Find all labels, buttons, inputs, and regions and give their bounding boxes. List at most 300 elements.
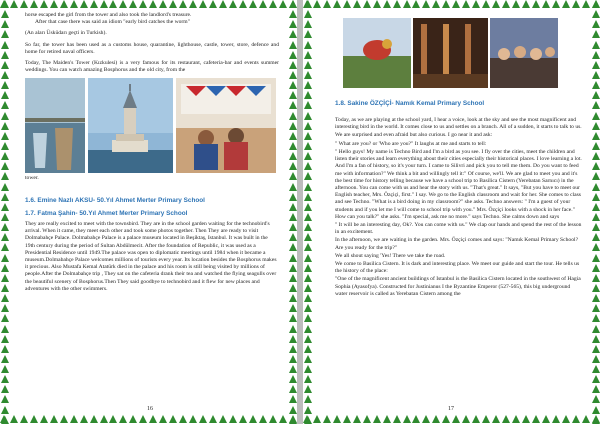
tree-icon <box>129 0 137 8</box>
photo-group <box>490 18 558 88</box>
tree-icon <box>289 193 297 201</box>
tree-border-right <box>288 0 297 424</box>
tree-icon <box>289 203 297 211</box>
tree-icon <box>289 365 297 373</box>
tree-icon <box>592 193 600 201</box>
tree-icon <box>189 415 197 423</box>
tree-icon <box>109 0 117 8</box>
tree-icon <box>80 0 88 8</box>
tree-icon <box>80 415 88 423</box>
photo-bird <box>343 18 411 88</box>
body-text: They are really excited to meet with the townsbird. They are in the school garden waiting for the technobird's arrival. When it came, they meet each other and took some photos together. Then They are ready to visit Dolmabahçe Palace. Dolmabahçe Palace is a palace museum located in Beşiktaş, Istanbul. It was built in the 19th century during the period of Sultan Abdülmecit. After the foundation of Republic, it was used as a Presidential Residence until 1949.The palace was open to diplomatic meetings until 1984 when it became a museum.Dolmabahçe Palace welcomes millions of tourists every year. Its location besides the Bosphorus makes it precious. Also Mustafa Kemal Atatürk died in the palace and his room is still being visited by millions of people.After the Dolmabahçe trip , They sat on the cafeteria drank their tea and watched the flying seagulls over the beautiful scenery of Bosphorus.Then They said goodbye to technobird and it flew for new places and adventures with the other swimmers. <box>25 221 277 292</box>
tree-icon <box>373 0 381 8</box>
tree-icon <box>304 20 312 28</box>
tree-icon <box>100 0 108 8</box>
tree-icon <box>592 406 600 414</box>
tree-icon <box>592 243 600 251</box>
paragraph: horse escaped the girl from the tower and also took the landlord's treasure. <box>25 12 192 18</box>
tree-icon <box>592 223 600 231</box>
tree-icon <box>592 0 600 8</box>
tree-icon <box>1 406 9 414</box>
tree-icon <box>304 0 312 8</box>
tree-icon <box>592 81 600 89</box>
tree-icon <box>592 162 600 170</box>
tree-icon <box>492 0 500 8</box>
tree-icon <box>592 10 600 18</box>
tree-icon <box>304 172 312 180</box>
body-text: " What are you? or 'Who are you?" It laughs at me and starts to tell: <box>335 140 487 147</box>
tree-icon <box>289 325 297 333</box>
tree-icon <box>149 415 157 423</box>
tree-icon <box>542 0 550 8</box>
tree-icon <box>304 355 312 363</box>
tree-icon <box>333 0 341 8</box>
tree-icon <box>422 0 430 8</box>
tree-border-left <box>303 0 312 424</box>
tree-icon <box>323 0 331 8</box>
tree-icon <box>304 183 312 191</box>
tree-icon <box>1 142 9 150</box>
tree-icon <box>289 20 297 28</box>
tree-icon <box>289 254 297 262</box>
tree-icon <box>592 375 600 383</box>
tree-icon <box>1 162 9 170</box>
tree-icon <box>1 112 9 120</box>
tree-icon <box>1 152 9 160</box>
tree-icon <box>1 30 9 38</box>
tree-icon <box>502 0 510 8</box>
tree-icon <box>313 0 321 8</box>
tree-icon <box>209 415 217 423</box>
tree-icon <box>289 81 297 89</box>
tree-icon <box>592 264 600 272</box>
tree-border-top <box>303 0 600 9</box>
tree-icon <box>432 0 440 8</box>
tree-icon <box>304 203 312 211</box>
tree-icon <box>289 41 297 49</box>
tree-icon <box>269 415 277 423</box>
tree-icon <box>304 284 312 292</box>
tree-icon <box>304 61 312 69</box>
tree-icon <box>403 415 411 423</box>
tree-icon <box>304 335 312 343</box>
tree-icon <box>552 0 560 8</box>
tree-icon <box>289 385 297 393</box>
tree-icon <box>482 415 490 423</box>
tree-icon <box>1 81 9 89</box>
tree-icon <box>10 415 18 423</box>
tree-icon <box>289 71 297 79</box>
paragraph: After that case there was said an idiom "early bird catches the worm" <box>35 19 190 26</box>
tree-icon <box>304 162 312 170</box>
tree-icon <box>1 243 9 251</box>
tree-icon <box>289 101 297 109</box>
tree-icon <box>304 264 312 272</box>
tree-icon <box>562 415 570 423</box>
tree-icon <box>199 0 207 8</box>
tree-icon <box>259 415 267 423</box>
tree-icon <box>582 415 590 423</box>
tree-icon <box>289 395 297 403</box>
tree-border-top <box>0 0 297 9</box>
tree-icon <box>592 112 600 120</box>
tree-icon <box>209 0 217 8</box>
tree-icon <box>179 0 187 8</box>
tree-icon <box>592 101 600 109</box>
tree-icon <box>313 415 321 423</box>
tree-icon <box>269 0 277 8</box>
tree-icon <box>1 375 9 383</box>
page-number: 17 <box>448 406 454 412</box>
tree-icon <box>119 0 127 8</box>
tree-icon <box>304 51 312 59</box>
tree-icon <box>304 325 312 333</box>
tree-icon <box>412 415 420 423</box>
tree-icon <box>249 0 257 8</box>
tree-icon <box>1 294 9 302</box>
tree-icon <box>289 0 297 8</box>
tree-icon <box>304 243 312 251</box>
tree-icon <box>592 325 600 333</box>
tree-icon <box>343 415 351 423</box>
tree-icon <box>199 415 207 423</box>
tree-icon <box>472 415 480 423</box>
tree-icon <box>1 183 9 191</box>
tree-icon <box>304 193 312 201</box>
tree-icon <box>279 415 287 423</box>
tree-icon <box>1 365 9 373</box>
tree-icon <box>304 122 312 130</box>
tree-icon <box>532 0 540 8</box>
tree-icon <box>304 395 312 403</box>
tree-icon <box>393 415 401 423</box>
paragraph: So far, the tower has been used as a customs house, quarantine, lighthouse, castle, tower, store, defence and home for retired naval officers. <box>25 41 279 55</box>
tree-icon <box>1 416 9 424</box>
tree-icon <box>279 0 287 8</box>
tree-icon <box>304 41 312 49</box>
tree-icon <box>289 172 297 180</box>
tree-icon <box>1 51 9 59</box>
tree-icon <box>169 415 177 423</box>
tree-icon <box>1 132 9 140</box>
tree-icon <box>1 274 9 282</box>
tree-icon <box>239 0 247 8</box>
tree-icon <box>304 254 312 262</box>
tree-icon <box>304 294 312 302</box>
body-text: Today, as we are playing at the school yard, I hear a voice, look at the sky and see the most magnificent and interesting bird in the world. It comes close to us and settles on a branch. All of a sudden, it starts to talk to us. We are surprised and even afraid but also curious. I go near it and ask: <box>335 117 582 138</box>
paragraph: Today, The Maiden's Tower (Kızkulesi) is a very famous for its restaurant, cafeteria-bar and events summer weddings. You can watch amazing Bosphorus and the old city, from the <box>25 60 279 74</box>
tree-icon <box>592 385 600 393</box>
tree-icon <box>90 0 98 8</box>
tree-icon <box>304 152 312 160</box>
tree-icon <box>139 415 147 423</box>
tree-icon <box>304 314 312 322</box>
tree-icon <box>452 0 460 8</box>
tree-icon <box>304 416 312 424</box>
photo-cistern <box>413 18 488 88</box>
tree-icon <box>492 415 500 423</box>
tree-icon <box>353 415 361 423</box>
tree-icon <box>289 314 297 322</box>
tree-icon <box>289 335 297 343</box>
tree-icon <box>592 61 600 69</box>
tree-icon <box>289 61 297 69</box>
tree-icon <box>442 415 450 423</box>
tree-icon <box>383 0 391 8</box>
tree-icon <box>304 345 312 353</box>
tree-icon <box>289 142 297 150</box>
body-text: " It will be an interesting day, Ok?. You can come with us." We clap our hands and spend the rest of the lesson in an excitement. <box>335 222 582 236</box>
tree-icon <box>522 415 530 423</box>
tree-icon <box>462 415 470 423</box>
tree-icon <box>219 0 227 8</box>
tree-icon <box>304 304 312 312</box>
section-heading: 1.6. Emine Nazlı AKSU- 50.Yıl Ahmet Merter Primary School <box>25 196 205 204</box>
tree-icon <box>592 51 600 59</box>
tree-icon <box>229 0 237 8</box>
tree-icon <box>1 0 9 8</box>
tree-border-right <box>591 0 600 424</box>
tree-icon <box>304 71 312 79</box>
tree-icon <box>129 415 137 423</box>
tree-icon <box>442 0 450 8</box>
tree-icon <box>304 30 312 38</box>
body-text: In the afternoon, we are waiting in the garden. Mrs. Özçiçi comes and says: "Namık Kemal Primary School? Are you ready for the trip?" <box>335 237 579 251</box>
tree-icon <box>592 71 600 79</box>
tree-icon <box>100 415 108 423</box>
tree-icon <box>50 0 58 8</box>
tree-icon <box>592 41 600 49</box>
tree-icon <box>289 264 297 272</box>
tree-border-bottom <box>0 415 297 424</box>
tree-icon <box>30 0 38 8</box>
tree-icon <box>393 0 401 8</box>
tree-icon <box>289 294 297 302</box>
tree-icon <box>592 91 600 99</box>
tree-icon <box>304 223 312 231</box>
tree-icon <box>40 0 48 8</box>
tree-icon <box>304 142 312 150</box>
tree-icon <box>552 415 560 423</box>
tree-icon <box>1 61 9 69</box>
photo-maidens-tower <box>88 78 173 173</box>
tree-icon <box>60 415 68 423</box>
tree-icon <box>562 0 570 8</box>
tree-icon <box>532 415 540 423</box>
tree-icon <box>289 233 297 241</box>
tree-icon <box>289 51 297 59</box>
tree-icon <box>304 132 312 140</box>
section-heading: 1.8. Sakine ÖZÇİÇİ- Namık Kemal Primary School <box>335 100 485 107</box>
tree-icon <box>304 10 312 18</box>
tree-icon <box>304 233 312 241</box>
tree-icon <box>1 325 9 333</box>
body-text: We all shout saying 'Yes! There we take the road. <box>335 252 446 259</box>
tree-icon <box>1 345 9 353</box>
tree-icon <box>512 0 520 8</box>
tree-icon <box>70 415 78 423</box>
tree-icon <box>289 112 297 120</box>
tree-icon <box>1 304 9 312</box>
tree-icon <box>179 415 187 423</box>
tree-icon <box>289 304 297 312</box>
tree-icon <box>50 415 58 423</box>
tree-icon <box>353 0 361 8</box>
tree-icon <box>289 152 297 160</box>
tree-icon <box>304 385 312 393</box>
tree-icon <box>572 0 580 8</box>
tree-icon <box>592 294 600 302</box>
tree-icon <box>304 91 312 99</box>
photo-classroom <box>176 78 276 173</box>
tree-icon <box>289 274 297 282</box>
tree-icon <box>289 375 297 383</box>
tree-icon <box>1 71 9 79</box>
tree-icon <box>592 122 600 130</box>
tree-icon <box>289 355 297 363</box>
tree-icon <box>343 0 351 8</box>
body-text: We come to Basilica Cistern. It is dark and interesting place. We meet our guide and start the tour. He tells us the history of the place: <box>335 261 580 275</box>
paragraph-end: tower. <box>25 175 39 182</box>
tree-icon <box>592 183 600 191</box>
tree-icon <box>592 132 600 140</box>
tree-icon <box>159 0 167 8</box>
tree-icon <box>592 142 600 150</box>
tree-icon <box>289 132 297 140</box>
photo-tea-glass <box>25 78 85 173</box>
tree-icon <box>1 10 9 18</box>
tree-icon <box>592 395 600 403</box>
tree-icon <box>363 0 371 8</box>
tree-icon <box>323 415 331 423</box>
tree-icon <box>592 213 600 221</box>
tree-icon <box>512 415 520 423</box>
tree-icon <box>592 304 600 312</box>
tree-border-bottom <box>303 415 600 424</box>
tree-icon <box>1 233 9 241</box>
tree-icon <box>582 0 590 8</box>
tree-icon <box>289 213 297 221</box>
tree-icon <box>289 243 297 251</box>
tree-icon <box>304 406 312 414</box>
tree-icon <box>189 0 197 8</box>
tree-icon <box>592 335 600 343</box>
tree-icon <box>139 0 147 8</box>
tree-icon <box>40 415 48 423</box>
tree-icon <box>592 172 600 180</box>
photo-row <box>25 78 279 173</box>
tree-icon <box>1 284 9 292</box>
tree-icon <box>522 0 530 8</box>
tree-icon <box>1 101 9 109</box>
tree-icon <box>412 0 420 8</box>
tree-icon <box>20 0 28 8</box>
tree-icon <box>592 152 600 160</box>
tree-icon <box>119 415 127 423</box>
tree-icon <box>1 395 9 403</box>
tree-icon <box>592 203 600 211</box>
tree-icon <box>1 172 9 180</box>
tree-icon <box>149 0 157 8</box>
tree-icon <box>239 415 247 423</box>
tree-icon <box>1 91 9 99</box>
tree-icon <box>1 20 9 28</box>
tree-icon <box>542 415 550 423</box>
tree-icon <box>219 415 227 423</box>
tree-icon <box>472 0 480 8</box>
tree-icon <box>1 385 9 393</box>
page-number: 16 <box>147 406 153 412</box>
tree-icon <box>304 365 312 373</box>
tree-icon <box>289 30 297 38</box>
tree-icon <box>1 264 9 272</box>
body-text: "One of the magnificent ancient buildings of Istanbul is the Basilica Cistern located in the southwest of Hagia Sophia (Ayasofya). Constructed for Justinianus I the Byzantine Emperor (527-565), this big underground water reservoir is called as Yerebatan Cistern among the <box>335 276 581 297</box>
tree-icon <box>289 284 297 292</box>
tree-icon <box>482 0 490 8</box>
right-page <box>303 0 600 424</box>
tree-icon <box>1 193 9 201</box>
tree-icon <box>304 81 312 89</box>
tree-icon <box>1 203 9 211</box>
tree-icon <box>592 416 600 424</box>
tree-icon <box>10 0 18 8</box>
tree-icon <box>1 41 9 49</box>
tree-icon <box>90 415 98 423</box>
left-page <box>0 0 297 424</box>
tree-border-left <box>0 0 9 424</box>
tree-icon <box>60 0 68 8</box>
tree-icon <box>109 415 117 423</box>
tree-icon <box>373 415 381 423</box>
tree-icon <box>592 355 600 363</box>
tree-icon <box>592 254 600 262</box>
tree-icon <box>462 0 470 8</box>
tree-icon <box>592 284 600 292</box>
tree-icon <box>169 0 177 8</box>
paragraph: (An aları Üsküdarı geçti in Turkish). <box>25 30 107 37</box>
tree-icon <box>452 415 460 423</box>
tree-icon <box>592 30 600 38</box>
tree-icon <box>403 0 411 8</box>
tree-icon <box>572 415 580 423</box>
tree-icon <box>1 122 9 130</box>
tree-icon <box>289 345 297 353</box>
tree-icon <box>432 415 440 423</box>
tree-icon <box>259 0 267 8</box>
tree-icon <box>592 314 600 322</box>
tree-icon <box>289 10 297 18</box>
tree-icon <box>1 213 9 221</box>
tree-icon <box>289 406 297 414</box>
tree-icon <box>1 254 9 262</box>
tree-icon <box>592 233 600 241</box>
tree-icon <box>70 0 78 8</box>
tree-icon <box>333 415 341 423</box>
tree-icon <box>289 416 297 424</box>
tree-icon <box>1 335 9 343</box>
tree-icon <box>304 274 312 282</box>
tree-icon <box>502 415 510 423</box>
tree-icon <box>289 183 297 191</box>
tree-icon <box>289 223 297 231</box>
tree-icon <box>289 122 297 130</box>
section-heading: 1.7. Fatma Şahin- 50.Yıl Ahmet Merter Primary School <box>25 209 188 217</box>
body-text: " Hello guys! My name is Techno Bird and I'm a bird as you see. I fly over the cities, meet the children and listen their stories and learn everything about their cities especially their historical places. I love learning a lot. And I'm a fan of history, so it's your turn. I came to Silivri and pick you to tell me them. Do you want to feed me with information?" We think a bit and willingly tell it:" Of course, we'll. We are glad to meet you and it's the best time for history telling because we have a school trip to Basilica Cistern (Yerebatan Sarnıcı) in the afternoon. You can come with us and hear the story with us. "That's great." It says, "But you have to meet our English teacher, Mrs. Özçiçi, first." I say. We go to the English classroom and wait for her. She comes to class and see Techno. "What is a bird doing in my classroom?" she asks. Techno answers: " I'm a guest of your students and if you let me I will come to school trip with you." Mrs. Özçiçi looks with a shock in her face." How can you talk?" she asks. "I'm special, ask me no more." says Techno. She calms down and says <box>335 149 582 220</box>
tree-icon <box>1 314 9 322</box>
tree-icon <box>229 415 237 423</box>
tree-icon <box>363 415 371 423</box>
tree-icon <box>592 345 600 353</box>
